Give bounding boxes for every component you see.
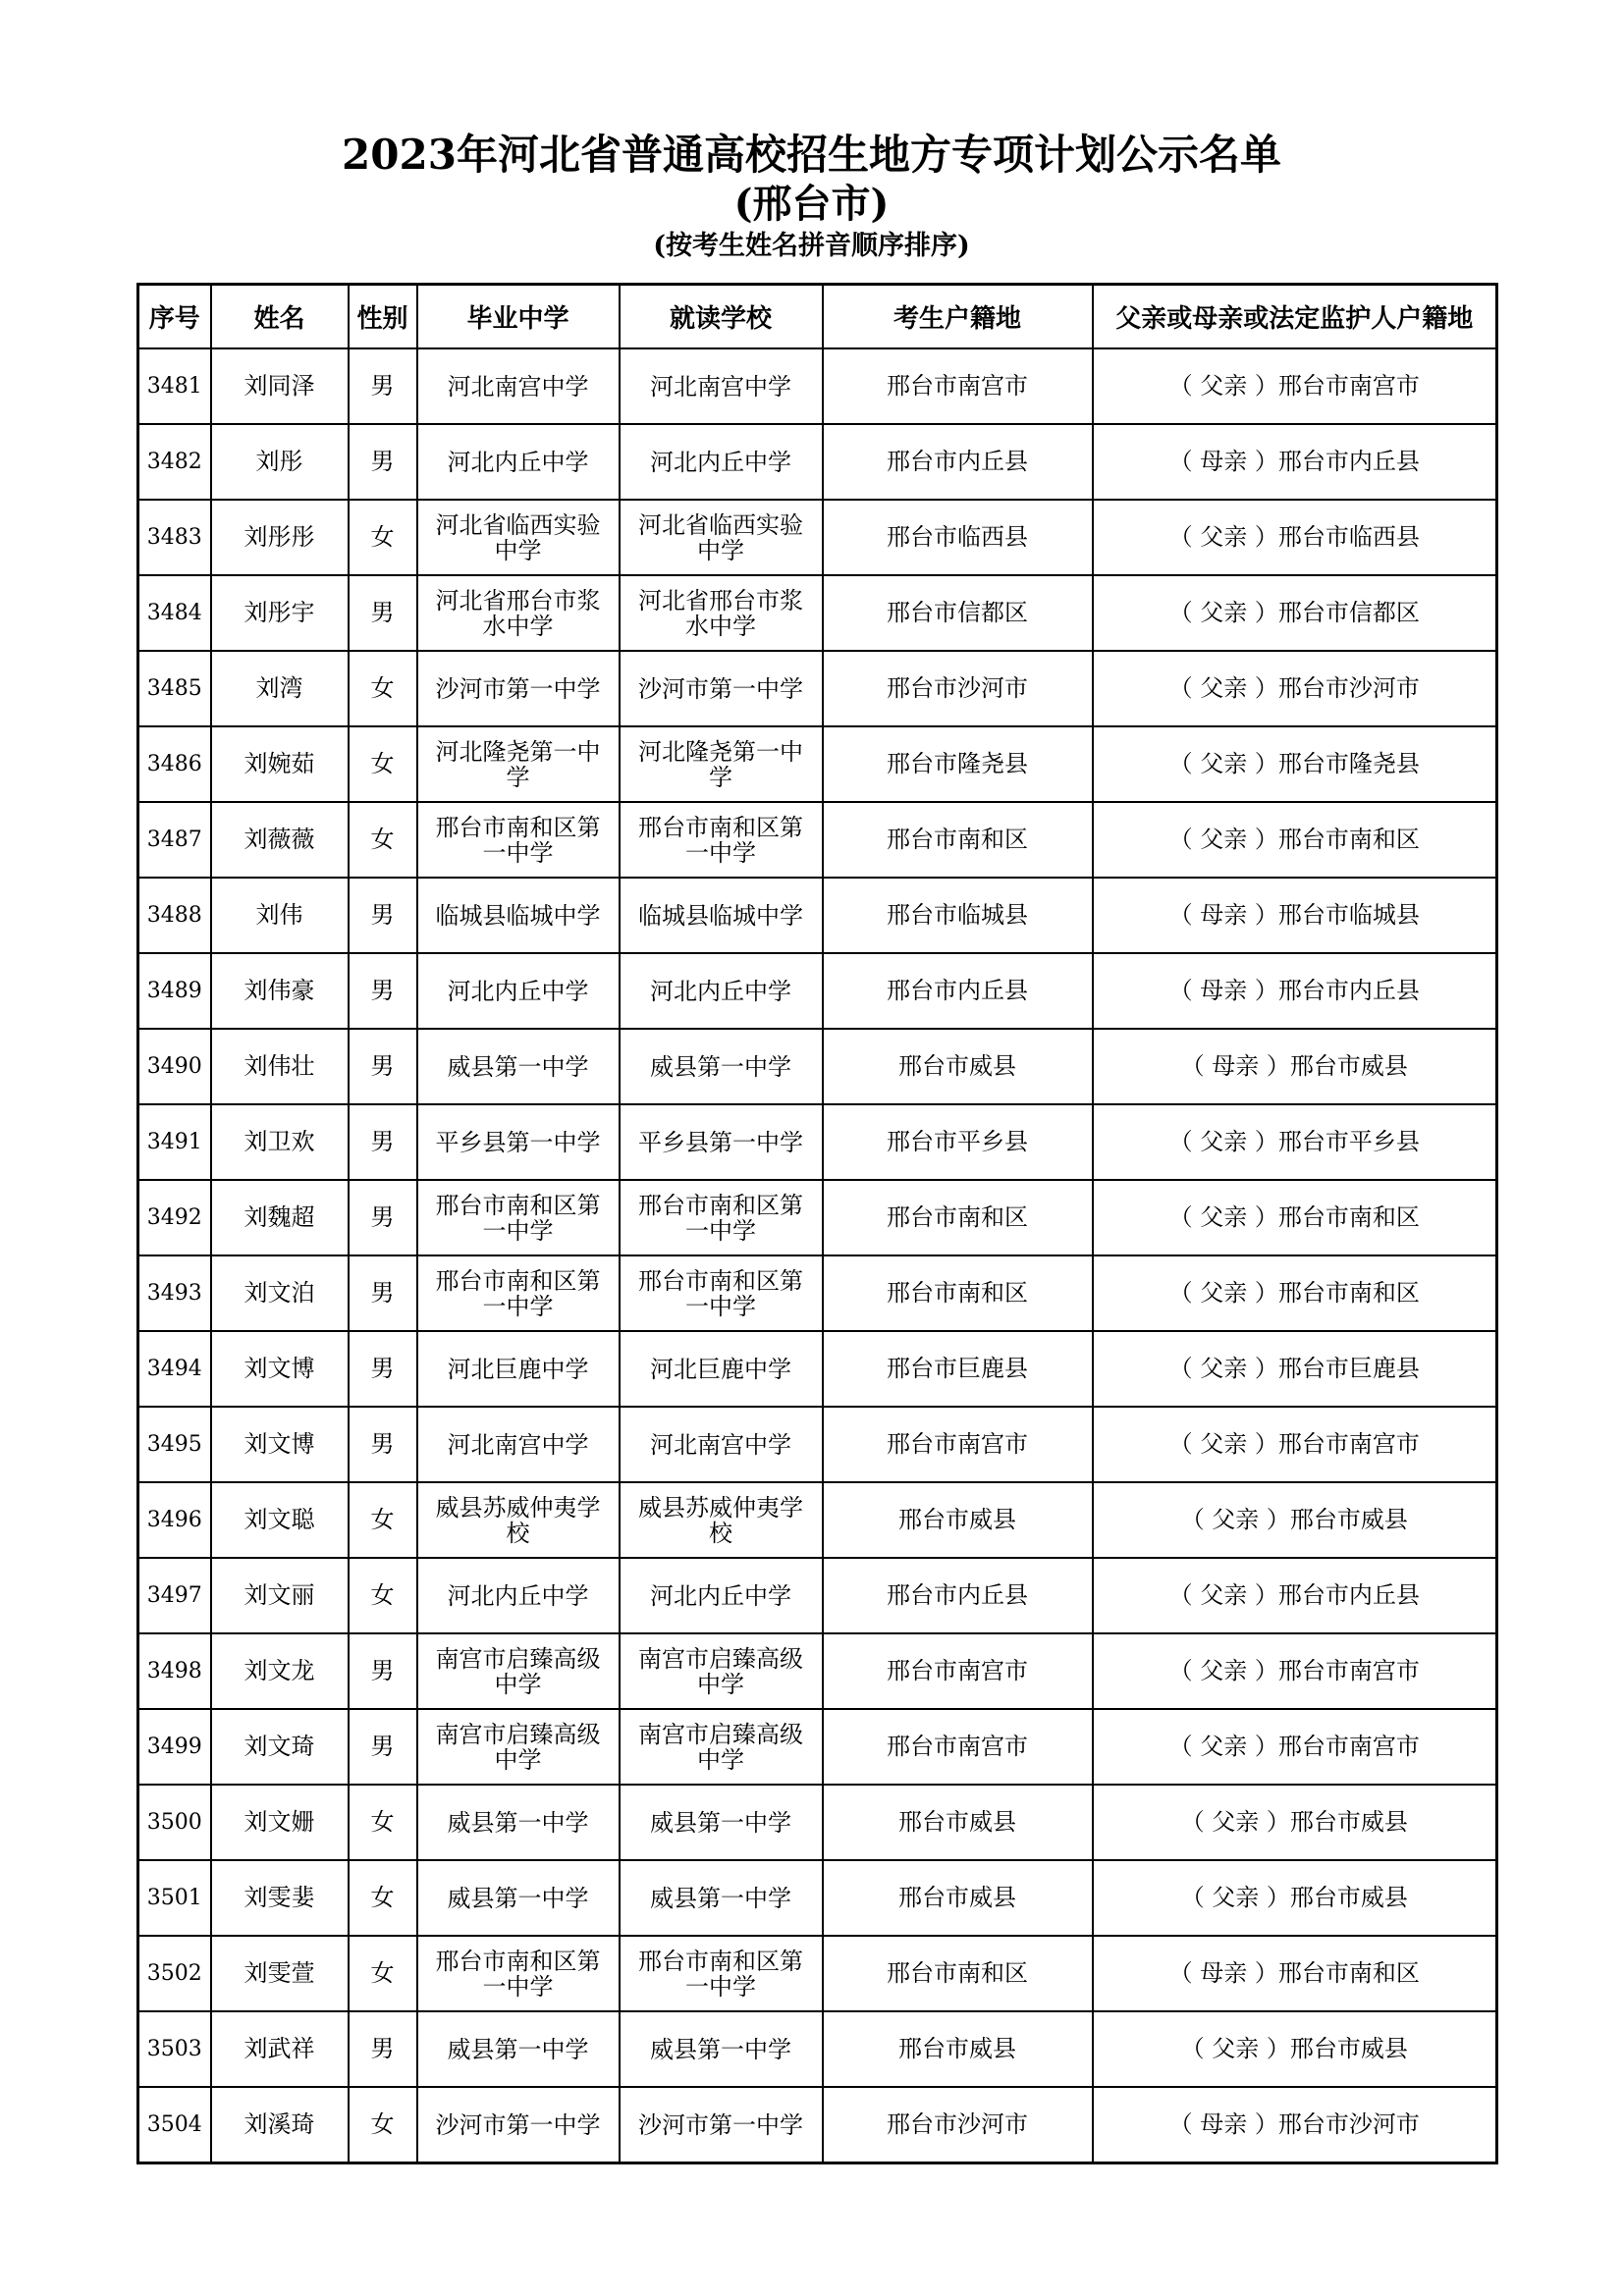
cell-no: 3484 (138, 575, 211, 651)
cell-name: 刘伟壮 (211, 1029, 349, 1104)
table-row (138, 1709, 1497, 1785)
cell-current-school: 威县第一中学 (620, 1860, 823, 1936)
cell-current-school: 河北省邢台市浆水中学 (620, 575, 823, 651)
cell-current-school: 临城县临城中学 (620, 878, 823, 953)
cell-hukou: 邢台市南宫市 (823, 1709, 1093, 1785)
cell-hukou: 邢台市南和区 (823, 1255, 1093, 1331)
cell-no: 3485 (138, 651, 211, 726)
cell-current-school: 河北南宫中学 (620, 1407, 823, 1482)
cell-guardian-hukou: （ 母亲 ）邢台市内丘县 (1093, 953, 1497, 1029)
cell-name: 刘文琦 (211, 1709, 349, 1785)
cell-hukou: 邢台市威县 (823, 1029, 1093, 1104)
cell-no: 3497 (138, 1558, 211, 1633)
cell-grad-school: 威县第一中学 (417, 1860, 620, 1936)
cell-hukou: 邢台市平乡县 (823, 1104, 1093, 1180)
cell-guardian-hukou: （ 父亲 ）邢台市沙河市 (1093, 651, 1497, 726)
cell-guardian-hukou: （ 父亲 ）邢台市内丘县 (1093, 1558, 1497, 1633)
cell-hukou: 邢台市南宫市 (823, 1633, 1093, 1709)
cell-hukou: 邢台市威县 (823, 1785, 1093, 1860)
table-row (138, 1482, 1497, 1558)
cell-hukou: 邢台市内丘县 (823, 953, 1093, 1029)
cell-no: 3503 (138, 2011, 211, 2087)
cell-current-school: 河北隆尧第一中学 (620, 726, 823, 802)
cell-name: 刘同泽 (211, 348, 349, 424)
cell-hukou: 邢台市南宫市 (823, 348, 1093, 424)
cell-name: 刘彤彤 (211, 500, 349, 575)
cell-name: 刘武祥 (211, 2011, 349, 2087)
table-row (138, 1331, 1497, 1407)
cell-name: 刘彤 (211, 424, 349, 500)
table-row (138, 575, 1497, 651)
cell-gender: 男 (349, 1633, 417, 1709)
cell-grad-school: 邢台市南和区第一中学 (417, 1180, 620, 1255)
cell-guardian-hukou: （ 父亲 ）邢台市南宫市 (1093, 1709, 1497, 1785)
cell-no: 3504 (138, 2087, 211, 2163)
cell-current-school: 平乡县第一中学 (620, 1104, 823, 1180)
cell-guardian-hukou: （ 父亲 ）邢台市南宫市 (1093, 348, 1497, 424)
table-row (138, 1104, 1497, 1180)
cell-gender: 男 (349, 1104, 417, 1180)
table-row (138, 2011, 1497, 2087)
cell-guardian-hukou: （ 父亲 ）邢台市南宫市 (1093, 1407, 1497, 1482)
col-header-grad-school: 毕业中学 (417, 285, 620, 349)
col-header-hukou: 考生户籍地 (823, 285, 1093, 349)
cell-hukou: 邢台市内丘县 (823, 1558, 1093, 1633)
cell-gender: 男 (349, 1331, 417, 1407)
table-row (138, 878, 1497, 953)
cell-grad-school: 河北省邢台市浆水中学 (417, 575, 620, 651)
cell-current-school: 河北内丘中学 (620, 953, 823, 1029)
table-row (138, 726, 1497, 802)
cell-guardian-hukou: （ 父亲 ）邢台市威县 (1093, 1785, 1497, 1860)
cell-gender: 女 (349, 1860, 417, 1936)
cell-current-school: 邢台市南和区第一中学 (620, 1180, 823, 1255)
cell-grad-school: 南宫市启臻高级中学 (417, 1709, 620, 1785)
col-header-no: 序号 (138, 285, 211, 349)
cell-current-school: 河北内丘中学 (620, 424, 823, 500)
cell-gender: 男 (349, 424, 417, 500)
cell-guardian-hukou: （ 母亲 ）邢台市内丘县 (1093, 424, 1497, 500)
cell-current-school: 威县苏威仲夷学校 (620, 1482, 823, 1558)
table-row (138, 1180, 1497, 1255)
table-row (138, 1860, 1497, 1936)
cell-no: 3498 (138, 1633, 211, 1709)
cell-grad-school: 威县苏威仲夷学校 (417, 1482, 620, 1558)
cell-hukou: 邢台市临城县 (823, 878, 1093, 953)
cell-current-school: 威县第一中学 (620, 2011, 823, 2087)
cell-name: 刘文姗 (211, 1785, 349, 1860)
table-row (138, 802, 1497, 878)
cell-current-school: 南宫市启臻高级中学 (620, 1709, 823, 1785)
cell-guardian-hukou: （ 父亲 ）邢台市威县 (1093, 1482, 1497, 1558)
cell-name: 刘溪琦 (211, 2087, 349, 2163)
cell-grad-school: 南宫市启臻高级中学 (417, 1633, 620, 1709)
cell-guardian-hukou: （ 父亲 ）邢台市南和区 (1093, 1180, 1497, 1255)
cell-grad-school: 河北巨鹿中学 (417, 1331, 620, 1407)
cell-name: 刘彤宇 (211, 575, 349, 651)
cell-gender: 男 (349, 878, 417, 953)
cell-guardian-hukou: （ 父亲 ）邢台市信都区 (1093, 575, 1497, 651)
cell-guardian-hukou: （ 母亲 ）邢台市沙河市 (1093, 2087, 1497, 2163)
cell-guardian-hukou: （ 母亲 ）邢台市临城县 (1093, 878, 1497, 953)
cell-current-school: 河北巨鹿中学 (620, 1331, 823, 1407)
cell-current-school: 威县第一中学 (620, 1785, 823, 1860)
cell-guardian-hukou: （ 父亲 ）邢台市南宫市 (1093, 1633, 1497, 1709)
cell-no: 3502 (138, 1936, 211, 2011)
cell-no: 3495 (138, 1407, 211, 1482)
cell-name: 刘魏超 (211, 1180, 349, 1255)
cell-no: 3496 (138, 1482, 211, 1558)
cell-current-school: 南宫市启臻高级中学 (620, 1633, 823, 1709)
cell-name: 刘文丽 (211, 1558, 349, 1633)
table-body (138, 348, 1497, 2163)
cell-current-school: 沙河市第一中学 (620, 651, 823, 726)
table-row (138, 1936, 1497, 2011)
cell-name: 刘伟 (211, 878, 349, 953)
cell-guardian-hukou: （ 母亲 ）邢台市威县 (1093, 1029, 1497, 1104)
roster-table (136, 283, 1498, 2164)
cell-gender: 男 (349, 1709, 417, 1785)
cell-name: 刘湾 (211, 651, 349, 726)
cell-grad-school: 邢台市南和区第一中学 (417, 802, 620, 878)
cell-hukou: 邢台市南和区 (823, 1180, 1093, 1255)
table-row (138, 1029, 1497, 1104)
table-row (138, 1255, 1497, 1331)
cell-guardian-hukou: （ 父亲 ）邢台市巨鹿县 (1093, 1331, 1497, 1407)
cell-current-school: 河北省临西实验中学 (620, 500, 823, 575)
col-header-guardian-hukou: 父亲或母亲或法定监护人户籍地 (1093, 285, 1497, 349)
cell-no: 3481 (138, 348, 211, 424)
cell-gender: 女 (349, 1785, 417, 1860)
cell-hukou: 邢台市南和区 (823, 802, 1093, 878)
cell-name: 刘文龙 (211, 1633, 349, 1709)
cell-gender: 女 (349, 651, 417, 726)
cell-guardian-hukou: （ 父亲 ）邢台市威县 (1093, 2011, 1497, 2087)
table-row (138, 651, 1497, 726)
cell-name: 刘薇薇 (211, 802, 349, 878)
cell-gender: 女 (349, 1936, 417, 2011)
cell-no: 3488 (138, 878, 211, 953)
cell-grad-school: 河北省临西实验中学 (417, 500, 620, 575)
cell-name: 刘婉茹 (211, 726, 349, 802)
cell-grad-school: 河北南宫中学 (417, 348, 620, 424)
cell-no: 3490 (138, 1029, 211, 1104)
table-row (138, 1785, 1497, 1860)
cell-gender: 女 (349, 500, 417, 575)
cell-hukou: 邢台市临西县 (823, 500, 1093, 575)
cell-gender: 男 (349, 575, 417, 651)
table-row (138, 1633, 1497, 1709)
page-subtitle: (邢台市) (733, 181, 890, 227)
col-header-current-school: 就读学校 (620, 285, 823, 349)
cell-no: 3494 (138, 1331, 211, 1407)
cell-grad-school: 河北内丘中学 (417, 1558, 620, 1633)
cell-current-school: 沙河市第一中学 (620, 2087, 823, 2163)
cell-gender: 男 (349, 348, 417, 424)
cell-name: 刘文泊 (211, 1255, 349, 1331)
cell-hukou: 邢台市内丘县 (823, 424, 1093, 500)
cell-no: 3501 (138, 1860, 211, 1936)
table-row (138, 424, 1497, 500)
cell-no: 3483 (138, 500, 211, 575)
header-row (138, 285, 1497, 349)
cell-gender: 女 (349, 802, 417, 878)
table-row (138, 2087, 1497, 2163)
cell-current-school: 邢台市南和区第一中学 (620, 802, 823, 878)
cell-guardian-hukou: （ 父亲 ）邢台市临西县 (1093, 500, 1497, 575)
cell-gender: 女 (349, 2087, 417, 2163)
cell-name: 刘雯萱 (211, 1936, 349, 2011)
cell-grad-school: 邢台市南和区第一中学 (417, 1255, 620, 1331)
cell-grad-school: 沙河市第一中学 (417, 651, 620, 726)
cell-grad-school: 威县第一中学 (417, 1785, 620, 1860)
cell-hukou: 邢台市沙河市 (823, 2087, 1093, 2163)
table-row (138, 348, 1497, 424)
cell-current-school: 邢台市南和区第一中学 (620, 1936, 823, 2011)
cell-no: 3486 (138, 726, 211, 802)
cell-current-school: 河北南宫中学 (620, 348, 823, 424)
cell-name: 刘文聪 (211, 1482, 349, 1558)
cell-guardian-hukou: （ 父亲 ）邢台市平乡县 (1093, 1104, 1497, 1180)
cell-gender: 男 (349, 1407, 417, 1482)
cell-grad-school: 河北内丘中学 (417, 953, 620, 1029)
table-row (138, 953, 1497, 1029)
cell-hukou: 邢台市沙河市 (823, 651, 1093, 726)
cell-grad-school: 沙河市第一中学 (417, 2087, 620, 2163)
cell-name: 刘雯婓 (211, 1860, 349, 1936)
table-header (138, 285, 1497, 349)
cell-hukou: 邢台市信都区 (823, 575, 1093, 651)
cell-hukou: 邢台市威县 (823, 1482, 1093, 1558)
cell-current-school: 邢台市南和区第一中学 (620, 1255, 823, 1331)
cell-name: 刘文博 (211, 1331, 349, 1407)
cell-no: 3489 (138, 953, 211, 1029)
cell-gender: 男 (349, 1029, 417, 1104)
cell-guardian-hukou: （ 父亲 ）邢台市南和区 (1093, 802, 1497, 878)
cell-current-school: 威县第一中学 (620, 1029, 823, 1104)
cell-guardian-hukou: （ 父亲 ）邢台市隆尧县 (1093, 726, 1497, 802)
cell-no: 3493 (138, 1255, 211, 1331)
cell-grad-school: 平乡县第一中学 (417, 1104, 620, 1180)
cell-hukou: 邢台市南和区 (823, 1936, 1093, 2011)
cell-grad-school: 河北内丘中学 (417, 424, 620, 500)
cell-name: 刘伟豪 (211, 953, 349, 1029)
cell-grad-school: 威县第一中学 (417, 1029, 620, 1104)
cell-guardian-hukou: （ 父亲 ）邢台市威县 (1093, 1860, 1497, 1936)
page-title: 2023年河北省普通高校招生地方专项计划公示名单 (342, 131, 1281, 179)
cell-guardian-hukou: （ 父亲 ）邢台市南和区 (1093, 1255, 1497, 1331)
cell-guardian-hukou: （ 母亲 ）邢台市南和区 (1093, 1936, 1497, 2011)
cell-name: 刘文博 (211, 1407, 349, 1482)
cell-hukou: 邢台市威县 (823, 1860, 1093, 1936)
cell-hukou: 邢台市南宫市 (823, 1407, 1093, 1482)
cell-gender: 男 (349, 2011, 417, 2087)
cell-gender: 女 (349, 1482, 417, 1558)
cell-no: 3499 (138, 1709, 211, 1785)
cell-hukou: 邢台市隆尧县 (823, 726, 1093, 802)
cell-no: 3491 (138, 1104, 211, 1180)
cell-grad-school: 河北南宫中学 (417, 1407, 620, 1482)
cell-gender: 女 (349, 726, 417, 802)
cell-hukou: 邢台市威县 (823, 2011, 1093, 2087)
table-row (138, 1558, 1497, 1633)
cell-no: 3487 (138, 802, 211, 878)
table-row (138, 1407, 1497, 1482)
table-row (138, 500, 1497, 575)
col-header-name: 姓名 (211, 285, 349, 349)
cell-no: 3482 (138, 424, 211, 500)
cell-grad-school: 河北隆尧第一中学 (417, 726, 620, 802)
sort-note: (按考生姓名拼音顺序排序) (653, 231, 970, 261)
cell-grad-school: 临城县临城中学 (417, 878, 620, 953)
cell-gender: 男 (349, 1180, 417, 1255)
cell-gender: 男 (349, 953, 417, 1029)
cell-no: 3492 (138, 1180, 211, 1255)
cell-hukou: 邢台市巨鹿县 (823, 1331, 1093, 1407)
cell-grad-school: 邢台市南和区第一中学 (417, 1936, 620, 2011)
cell-gender: 男 (349, 1255, 417, 1331)
cell-name: 刘卫欢 (211, 1104, 349, 1180)
cell-no: 3500 (138, 1785, 211, 1860)
cell-grad-school: 威县第一中学 (417, 2011, 620, 2087)
cell-current-school: 河北内丘中学 (620, 1558, 823, 1633)
cell-gender: 女 (349, 1558, 417, 1633)
col-header-gender: 性别 (349, 285, 417, 349)
